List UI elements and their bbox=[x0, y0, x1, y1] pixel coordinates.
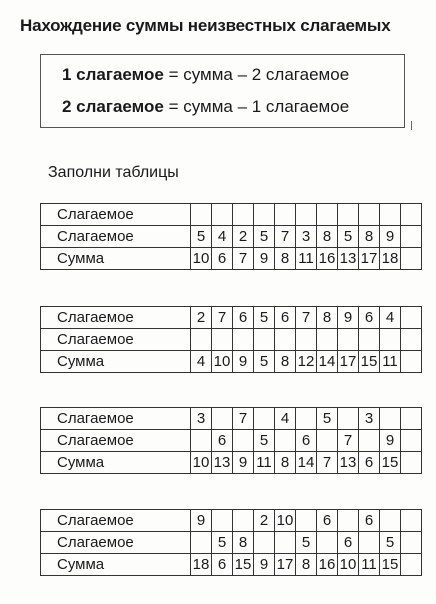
value-cell: 16 bbox=[317, 554, 338, 576]
rule-formula-2: = сумма – 1 слагаемое bbox=[163, 97, 350, 116]
value-cell: 6 bbox=[212, 430, 233, 452]
exercise-table-2 bbox=[40, 306, 422, 373]
value-cell bbox=[401, 452, 422, 474]
value-cell bbox=[233, 204, 254, 226]
value-cell: 4 bbox=[191, 351, 212, 373]
value-cell: 5 bbox=[254, 351, 275, 373]
value-cell: 6 bbox=[233, 307, 254, 329]
value-cell: 15 bbox=[233, 554, 254, 576]
value-cell bbox=[401, 329, 422, 351]
value-cell bbox=[380, 329, 401, 351]
value-cell bbox=[254, 204, 275, 226]
value-cell: 8 bbox=[275, 452, 296, 474]
row-label: Сумма bbox=[41, 452, 191, 474]
value-cell bbox=[401, 532, 422, 554]
rule-box bbox=[40, 54, 405, 128]
value-cell bbox=[338, 329, 359, 351]
value-cell bbox=[212, 329, 233, 351]
table-row bbox=[41, 452, 422, 474]
value-cell: 5 bbox=[191, 226, 212, 248]
row-label: Сумма bbox=[41, 351, 191, 373]
value-cell: 3 bbox=[359, 408, 380, 430]
value-cell: 5 bbox=[254, 307, 275, 329]
row-label: Слагаемое bbox=[41, 226, 191, 248]
value-cell bbox=[191, 329, 212, 351]
value-cell bbox=[359, 329, 380, 351]
value-cell: 5 bbox=[254, 226, 275, 248]
value-cell: 6 bbox=[296, 430, 317, 452]
value-cell: 9 bbox=[380, 430, 401, 452]
value-cell: 13 bbox=[338, 248, 359, 270]
value-cell: 6 bbox=[359, 452, 380, 474]
value-cell: 4 bbox=[212, 226, 233, 248]
value-cell: 5 bbox=[338, 226, 359, 248]
value-cell bbox=[275, 204, 296, 226]
value-cell: 10 bbox=[338, 554, 359, 576]
value-cell bbox=[401, 430, 422, 452]
table-row bbox=[41, 351, 422, 373]
value-cell: 18 bbox=[380, 248, 401, 270]
value-cell bbox=[359, 204, 380, 226]
value-cell bbox=[254, 408, 275, 430]
table-row bbox=[41, 430, 422, 452]
value-cell: 17 bbox=[275, 554, 296, 576]
value-cell bbox=[254, 532, 275, 554]
table-row bbox=[41, 204, 422, 226]
value-cell bbox=[254, 329, 275, 351]
page-title: Нахождение суммы неизвестных слагаемых bbox=[20, 16, 391, 35]
value-cell: 9 bbox=[254, 554, 275, 576]
value-cell bbox=[191, 532, 212, 554]
value-cell: 7 bbox=[338, 430, 359, 452]
exercise-table-1 bbox=[40, 203, 422, 270]
value-cell: 8 bbox=[275, 248, 296, 270]
value-cell: 6 bbox=[212, 248, 233, 270]
value-cell: 2 bbox=[233, 226, 254, 248]
value-cell bbox=[380, 408, 401, 430]
instruction: Заполни таблицы bbox=[48, 164, 179, 181]
value-cell: 10 bbox=[191, 452, 212, 474]
value-cell: 6 bbox=[275, 307, 296, 329]
value-cell bbox=[275, 430, 296, 452]
value-cell bbox=[401, 248, 422, 270]
row-label: Слагаемое bbox=[41, 204, 191, 226]
value-cell bbox=[296, 510, 317, 532]
value-cell: 12 bbox=[296, 351, 317, 373]
value-cell bbox=[233, 430, 254, 452]
value-cell: 15 bbox=[380, 452, 401, 474]
value-cell: 13 bbox=[338, 452, 359, 474]
value-cell: 14 bbox=[296, 452, 317, 474]
value-cell bbox=[359, 532, 380, 554]
value-cell bbox=[212, 204, 233, 226]
value-cell bbox=[275, 329, 296, 351]
value-cell bbox=[275, 532, 296, 554]
value-cell bbox=[296, 204, 317, 226]
value-cell: 9 bbox=[233, 351, 254, 373]
value-cell: 5 bbox=[212, 532, 233, 554]
value-cell bbox=[296, 408, 317, 430]
exercise-table-3 bbox=[40, 407, 422, 474]
row-label: Слагаемое bbox=[41, 307, 191, 329]
value-cell bbox=[380, 204, 401, 226]
value-cell: 2 bbox=[191, 307, 212, 329]
value-cell: 14 bbox=[317, 351, 338, 373]
value-cell: 15 bbox=[359, 351, 380, 373]
value-cell bbox=[401, 204, 422, 226]
value-cell: 8 bbox=[359, 226, 380, 248]
value-cell: 7 bbox=[296, 307, 317, 329]
value-cell: 17 bbox=[359, 248, 380, 270]
value-cell bbox=[233, 510, 254, 532]
value-cell bbox=[191, 430, 212, 452]
value-cell: 7 bbox=[212, 307, 233, 329]
value-cell: 10 bbox=[212, 351, 233, 373]
value-cell: 11 bbox=[380, 351, 401, 373]
value-cell: 15 bbox=[380, 554, 401, 576]
row-label: Сумма bbox=[41, 554, 191, 576]
value-cell: 11 bbox=[296, 248, 317, 270]
value-cell: 13 bbox=[212, 452, 233, 474]
table-row bbox=[41, 554, 422, 576]
table-row bbox=[41, 532, 422, 554]
value-cell: 9 bbox=[254, 248, 275, 270]
value-cell: 9 bbox=[233, 452, 254, 474]
value-cell: 9 bbox=[338, 307, 359, 329]
value-cell bbox=[380, 510, 401, 532]
value-cell: 5 bbox=[380, 532, 401, 554]
table-row bbox=[41, 248, 422, 270]
value-cell bbox=[338, 408, 359, 430]
value-cell bbox=[317, 430, 338, 452]
value-cell: 10 bbox=[275, 510, 296, 532]
value-cell: 18 bbox=[191, 554, 212, 576]
value-cell bbox=[401, 351, 422, 373]
value-cell bbox=[401, 226, 422, 248]
rule-line-1 bbox=[62, 65, 349, 85]
value-cell bbox=[359, 430, 380, 452]
exercise-table-4 bbox=[40, 509, 422, 576]
row-label: Слагаемое bbox=[41, 329, 191, 351]
value-cell bbox=[317, 204, 338, 226]
value-cell: 7 bbox=[233, 408, 254, 430]
value-cell bbox=[212, 408, 233, 430]
value-cell: 17 bbox=[338, 351, 359, 373]
rule-term-1: 1 слагаемое bbox=[62, 65, 164, 84]
value-cell: 11 bbox=[359, 554, 380, 576]
value-cell: 6 bbox=[212, 554, 233, 576]
value-cell: 6 bbox=[359, 510, 380, 532]
row-label: Слагаемое bbox=[41, 430, 191, 452]
value-cell: 16 bbox=[317, 248, 338, 270]
rule-line-2 bbox=[62, 97, 349, 117]
value-cell: 5 bbox=[317, 408, 338, 430]
table-row bbox=[41, 226, 422, 248]
value-cell bbox=[233, 329, 254, 351]
pen-mark bbox=[411, 121, 412, 130]
value-cell: 7 bbox=[233, 248, 254, 270]
value-cell: 4 bbox=[275, 408, 296, 430]
value-cell bbox=[338, 204, 359, 226]
row-label: Слагаемое bbox=[41, 510, 191, 532]
value-cell: 5 bbox=[296, 532, 317, 554]
row-label: Слагаемое bbox=[41, 532, 191, 554]
value-cell bbox=[401, 510, 422, 532]
value-cell bbox=[401, 408, 422, 430]
value-cell: 3 bbox=[296, 226, 317, 248]
value-cell bbox=[191, 204, 212, 226]
value-cell: 7 bbox=[275, 226, 296, 248]
value-cell bbox=[401, 554, 422, 576]
value-cell: 8 bbox=[317, 307, 338, 329]
value-cell: 5 bbox=[254, 430, 275, 452]
value-cell bbox=[317, 532, 338, 554]
value-cell: 8 bbox=[233, 532, 254, 554]
value-cell: 10 bbox=[191, 248, 212, 270]
table-row bbox=[41, 510, 422, 532]
value-cell: 9 bbox=[191, 510, 212, 532]
table-row bbox=[41, 329, 422, 351]
rule-term-2: 2 слагаемое bbox=[62, 97, 164, 116]
table-row bbox=[41, 307, 422, 329]
value-cell: 6 bbox=[359, 307, 380, 329]
value-cell: 6 bbox=[317, 510, 338, 532]
table-row bbox=[41, 408, 422, 430]
row-label: Сумма bbox=[41, 248, 191, 270]
value-cell: 8 bbox=[296, 554, 317, 576]
value-cell bbox=[212, 510, 233, 532]
value-cell bbox=[338, 510, 359, 532]
value-cell: 7 bbox=[317, 452, 338, 474]
value-cell: 8 bbox=[317, 226, 338, 248]
row-label: Слагаемое bbox=[41, 408, 191, 430]
value-cell: 9 bbox=[380, 226, 401, 248]
value-cell: 3 bbox=[191, 408, 212, 430]
rule-formula-1: = сумма – 2 слагаемое bbox=[163, 65, 350, 84]
value-cell: 2 bbox=[254, 510, 275, 532]
value-cell bbox=[296, 329, 317, 351]
value-cell bbox=[317, 329, 338, 351]
value-cell: 8 bbox=[275, 351, 296, 373]
value-cell: 4 bbox=[380, 307, 401, 329]
value-cell: 6 bbox=[338, 532, 359, 554]
value-cell: 11 bbox=[254, 452, 275, 474]
value-cell bbox=[401, 307, 422, 329]
